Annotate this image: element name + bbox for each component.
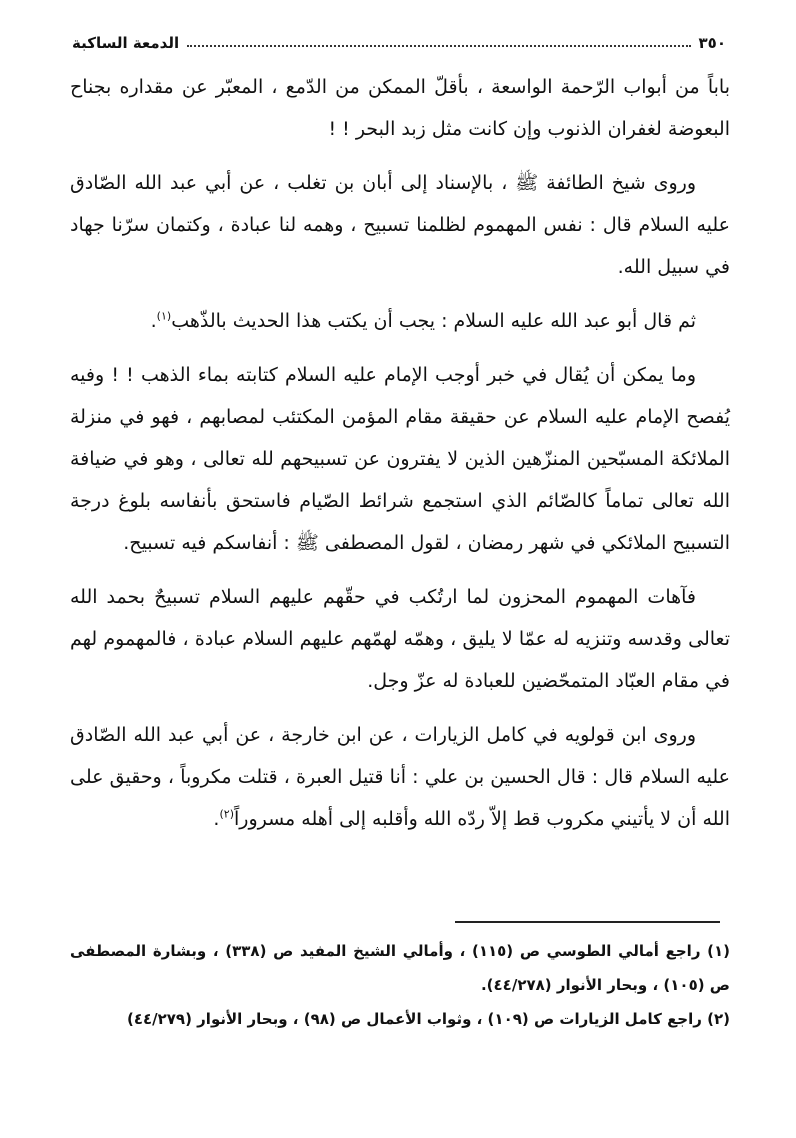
footnote-marker-2[interactable]: (٢) <box>219 807 234 821</box>
header-dotted-leader <box>187 45 690 47</box>
main-text <box>70 66 730 852</box>
footnote-2: (٢) راجع كامل الزيارات ص (١٠٩) ، وثواب الأعمال ص (٩٨) ، وبحار الأنوار (٤٤/٢٧٩) <box>126 1010 730 1028</box>
page-number: ٣٥٠ <box>698 34 726 52</box>
footnote-1: (١) راجع أمالي الطوسي ص (١١٥) ، وأمالي الشيخ المفيد ص (٣٣٨) ، وبشارة المصطفى ص (١٠٥) ، وبحار الأنوار (٤٤/٢٧٨). <box>70 942 731 994</box>
paragraph-3-text: ثم قال أبو عبد الله عليه السلام : يجب أن يكتب هذا الحديث بالذّهب <box>171 310 696 332</box>
paragraph-2: وروى شيخ الطائفة ﷺ ، بالإسناد إلى أبان بن تغلب ، عن أبي عبد الله الصّادق عليه السلام قال : نفس المهموم لظلمنا تسبيح ، وهمه لنا عبادة ، وكتمان سرّنا جهاد في سبيل الله. <box>70 172 730 278</box>
footnotes <box>70 934 730 1036</box>
paragraph-6: وروى ابن قولويه في كامل الزيارات ، عن ابن خارجة ، عن أبي عبد الله الصّادق عليه السلام قال : قال الحسين بن علي : أنا قتيل العبرة ، قتلت مكروباً ، وحقيق على الله أن لا يأتيني مكروب قط إلاّ ردّه الله وأقلبه إلى أهله مسروراً$^{(٢)}$. <box>70 724 730 830</box>
running-title: الدمعة الساكبة <box>72 34 180 52</box>
footnote-separator <box>455 921 720 923</box>
footnote-marker-1[interactable]: (١) <box>156 309 172 323</box>
running-header <box>72 30 726 52</box>
paragraph-1: باباً من أبواب الرّحمة الواسعة ، بأقلّ الممكن من الدّمع ، المعبّر عن مقداره بجناح البعوضة لغفران الذنوب وإن كانت مثل زبد البحر ! ! <box>70 76 730 140</box>
paragraph-4: وما يمكن أن يُقال في خبر أوجب الإمام عليه السلام كتابته بماء الذهب ! ! وفيه يُفصح الإمام عليه السلام عن حقيقة مقام المؤمن المكتئب لمصابهم ، فهو في منزلة الملائكة المسبّحين المنزّهين الذين لا يفترون عن تسبيحهم لله تعالى ، وهو في ضيافة الله تعالى تماماً كالصّائم الذي استجمع شرائط الصّيام فاستحق بأنفاسه بلوغ درجة التسبيح الملائكي في شهر رمضان ، لقول المصطفى ﷺ : أنفاسكم فيه تسبيح. <box>70 364 730 554</box>
paragraph-6-text: وروى ابن قولويه في كامل الزيارات ، عن ابن خارجة ، عن أبي عبد الله الصّادق عليه السلام قال : قال الحسين بن علي : أنا قتيل العبرة ، قتلت مكروباً ، وحقيق على الله أن لا يأتيني مكروب قط إلاّ ردّه الله وأقلبه إلى أهله مسروراً <box>70 724 730 830</box>
paragraph-3: ثم قال أبو عبد الله عليه السلام : يجب أن يكتب هذا الحديث بالذّهب$^{(١)}$. <box>150 309 696 332</box>
paragraph-5: فآهات المهموم المحزون لما ارتُكب في حقّهم عليهم السلام تسبيحٌ بحمد الله تعالى وقدسه وتنزيه له عمّا لا يليق ، وهمّه لهمّهم عليهم السلام عبادة ، فالمهموم لهم في مقام العبّاد المتمحّضين للعبادة له عزّ وجل. <box>70 586 730 692</box>
